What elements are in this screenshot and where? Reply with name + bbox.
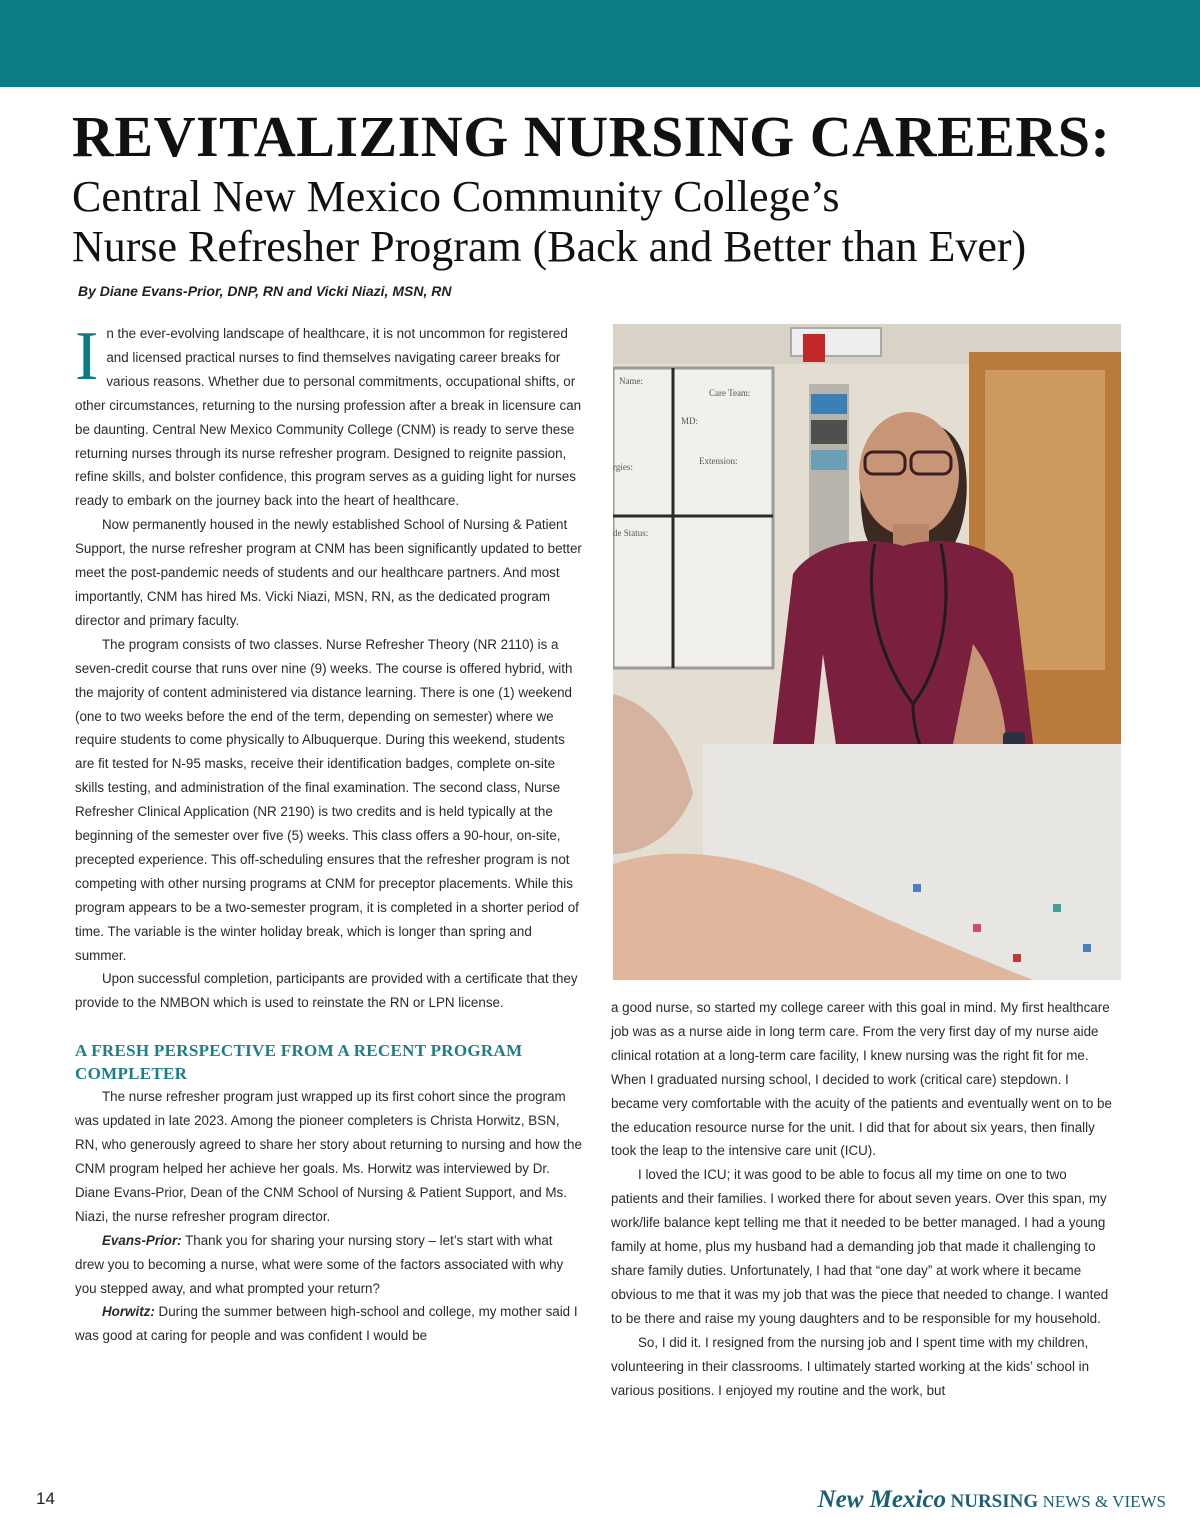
answer-continued-paragraph-1: a good nurse, so started my college career with this goal in mind. My first healthcare job was as a nurse aide in long term care. From the very first day of my nurse aide clinical rotation at a long-term care facility, I knew nursing was the right fit for me. When I graduated nursing school, I decided to work (critical care) stepdown. I became very comfortable with the acuity of the patients and eventually went on to be the education resource nurse for the unit. I did that for about six years, then finally took the leap to the intensive care unit (ICU). <box>611 1000 1112 1159</box>
page-number: 14 <box>36 1489 55 1508</box>
board-label-care-team: Care Team: <box>709 388 751 398</box>
interview-question-1 <box>75 1229 585 1301</box>
headline: REVITALIZING NURSING CAREERS: <box>72 104 1111 169</box>
answer-continued-paragraph-3: So, I did it. I resigned from the nursing job and I spent time with my children, volunteering in their classrooms. I ultimately started working at the kids’ school in various positions. I enjoyed my routine and the work, but <box>611 1334 1090 1398</box>
board-label-name: Name: <box>619 376 643 386</box>
board-label-extension: Extension: <box>699 456 738 466</box>
section-heading: A FRESH PERSPECTIVE FROM A RECENT PROGRAM COMPLETER <box>75 1041 523 1084</box>
board-label-allergies: rgies: <box>613 462 633 472</box>
subheadline-line-2: Nurse Refresher Program (Back and Better than Ever) <box>72 222 1027 271</box>
speaker-horwitz: Horwitz: <box>102 1304 155 1320</box>
article-paragraph-3: The program consists of two classes. Nurse Refresher Theory (NR 2110) is a seven-credit course that runs over nine (9) weeks. The course is offered hybrid, with the majority of content administered via distance learning. There is one (1) weekend (one to two weeks before the end of the term, depending on semester) where we require students to come physically to Albuquerque. During this weekend, students are fit tested for N-95 masks, receive their identification badges, complete on-site skills testing, and administration of the final examination. The second class, Nurse Refresher Clinical Application (NR 2190) is two credits and is held typically at the beginning of the semester over five (5) weeks. This class offers a 90-hour, on-site, precepted experience. This off-scheduling ensures that the refresher program is not competing with other nursing programs at CNM for preceptor placements. While this program appears to be a two-semester program, it is completed in a shorter period of time. The variable is the winter holiday break, which is longer than spring and summer. <box>75 636 579 963</box>
question-1-text: Thank you for sharing your nursing story – let’s start with what drew you to becoming a nurse, what were some of the factors associated with why you stepped away, and what prompted your return? <box>75 1232 564 1296</box>
article-paragraph-5: The nurse refresher program just wrapped up its first cohort since the program was updated in late 2023. Among the pioneer completers is Christa Horwitz, BSN, RN, who generously agreed to share her story about returning to nursing and how the CNM program helped her achieve her goals. Ms. Horwitz was interviewed by Dr. Diane Evans-Prior, Dean of the CNM School of Nursing & Patient Support, and Ms. Niazi, the nurse refresher program director. <box>75 1089 582 1224</box>
paragraph-1-text: n the ever-evolving landscape of healthcare, it is not uncommon for registered and licensed practical nurses to find themselves navigating career breaks for various reasons. Whether due to personal commitments, occupational shifts, or other circumstances, returning to the nursing profession after a break in licensure can be daunting. Central New Mexico Community College (CNM) is ready to serve these returning nurses through its nurse refresher program. Designed to reignite passion, refine skills, and bolster confidence, this program serves as a guiding light for nurses ready to embark on the journey back into the heart of healthcare. <box>75 326 582 509</box>
subheadline <box>72 172 1026 272</box>
board-label-code-status: de Status: <box>613 528 649 538</box>
interview-answer-1 <box>75 1300 585 1348</box>
article-paragraph-1 <box>75 318 585 513</box>
article-right-column <box>611 996 1116 1402</box>
answer-continued-paragraph-2: I loved the ICU; it was good to be able to focus all my time on one to two patients and their families. I worked there for about seven years. Over this span, my work/life balance kept telling me that it needed to be better managed. I had a young family at home, plus my husband had a demanding job that made it challenging to share family duties. Unfortunately, I had that “one day” at work where it became obvious to me that it was my job that was the piece that needed to change. I wanted to be there and raise my young daughters and to be responsible for my household. <box>611 1167 1109 1326</box>
drop-cap: I <box>75 318 99 395</box>
byline: By Diane Evans-Prior, DNP, RN and Vicki Niazi, MSN, RN <box>78 283 452 299</box>
subheadline-line-1: Central New Mexico Community College’s <box>72 172 840 221</box>
article-paragraph-2: Now permanently housed in the newly established School of Nursing & Patient Support, the nurse refresher program at CNM has been significantly updated to better meet the post-pandemic needs of students and our healthcare partners. And most importantly, CNM has hired Ms. Vicki Niazi, MSN, RN, as the dedicated program director and primary faculty. <box>75 517 582 628</box>
brand-nursing: NURSING <box>950 1491 1039 1512</box>
brand-script-new-mexico: New Mexico <box>817 1486 947 1513</box>
publication-brand <box>818 1486 1166 1514</box>
speaker-evans-prior: Evans-Prior: <box>102 1232 182 1248</box>
board-label-md: MD: <box>681 416 699 426</box>
top-color-band <box>0 0 1200 87</box>
nurse-photo <box>613 324 1121 980</box>
answer-1-text: During the summer between high-school and college, my mother said I was good at caring for people and was confident I would be <box>75 1304 578 1344</box>
brand-news-views: NEWS & VIEWS <box>1042 1492 1166 1511</box>
article-left-column <box>75 318 585 1348</box>
article-paragraph-4: Upon successful completion, participants are provided with a certificate that they provide to the NMBON which is used to reinstate the RN or LPN license. <box>75 971 578 1011</box>
